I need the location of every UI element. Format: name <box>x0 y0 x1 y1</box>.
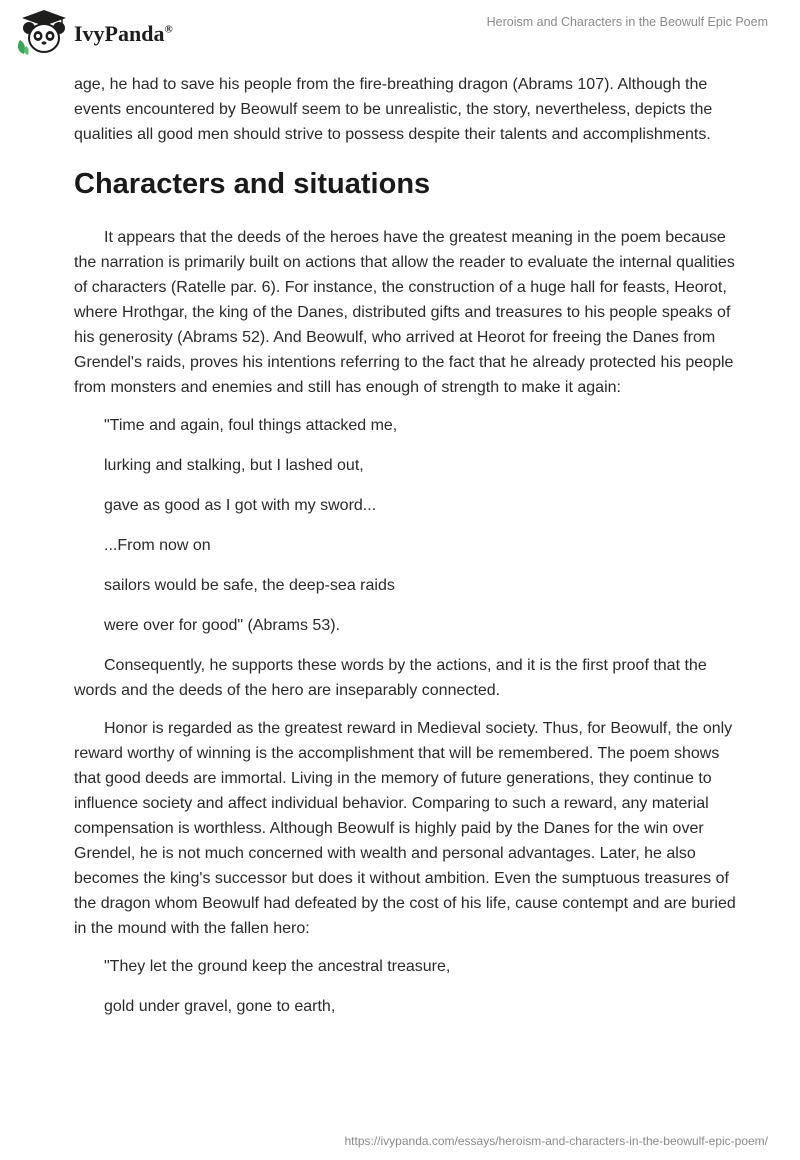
quote-line: "They let the ground keep the ancestral treasure, <box>104 958 451 975</box>
quote-line: "Time and again, foul things attacked me, <box>104 417 398 434</box>
paragraph: Consequently, he supports these words by the actions, and it is the first proof that the words and the deeds of the hero are inseparably connected. <box>74 657 707 699</box>
ivypanda-logo[interactable] <box>14 8 173 56</box>
section-heading: Characters and situations <box>74 168 431 200</box>
panda-graduate-icon <box>14 8 70 56</box>
quote-line: were over for good" (Abrams 53). <box>104 617 340 634</box>
essay-content <box>74 72 738 1034</box>
registered-mark: ® <box>164 23 173 36</box>
page-header <box>0 0 800 60</box>
paragraph: It appears that the deeds of the heroes have the greatest meaning in the poem because the narration is primarily built on actions that allow the reader to evaluate the internal qualities of characters (Ratelle par. 6). For instance, the construction of a huge hall for feasts, Heorot, where Hrothgar, the king of the Danes, distributed gifts and treasures to his people speaks of his generosity (Abrams 52). And Beowulf, who arrived at Heorot for freeing the Danes from Grendel's raids, proves his intentions referring to the fact that he already protected his people from monsters and enemies and still has enough of strength to make it again: <box>74 229 735 396</box>
quote-line: ...From now on <box>104 537 211 554</box>
quote-line: sailors would be safe, the deep-sea raids <box>104 577 395 594</box>
running-title: Heroism and Characters in the Beowulf Epic Poem <box>486 15 768 29</box>
source-url[interactable]: https://ivypanda.com/essays/heroism-and-characters-in-the-beowulf-epic-poem/ <box>344 1134 768 1148</box>
quote-line: lurking and stalking, but I lashed out, <box>104 457 364 474</box>
paragraph: Honor is regarded as the greatest reward in Medieval society. Thus, for Beowulf, the only reward worthy of winning is the accomplishment that will be remembered. The poem shows that good deeds are immortal. Living in the memory of future generations, they continue to influence society and affect individual behavior. Comparing to such a reward, any material compensation is worthless. Although Beowulf is highly paid by the Danes for the win over Grendel, he is not much concerned with wealth and personal advantages. Later, he also becomes the king's successor but does it without ambition. Even the sumptuous treasures of the dragon whom Beowulf had defeated by the cost of his life, cause contempt and are buried in the mound with the fallen hero: <box>74 720 736 937</box>
brand-name: IvyPanda® <box>74 21 173 46</box>
quote-line: gave as good as I got with my sword... <box>104 497 377 514</box>
intro-paragraph: age, he had to save his people from the fire-breathing dragon (Abrams 107). Although the events encountered by Beowulf seem to be unrealistic, the story, nevertheless, depicts the qualities all good men should strive to possess despite their talents and accomplishments. <box>74 76 713 143</box>
quote-line: gold under gravel, gone to earth, <box>104 998 336 1015</box>
